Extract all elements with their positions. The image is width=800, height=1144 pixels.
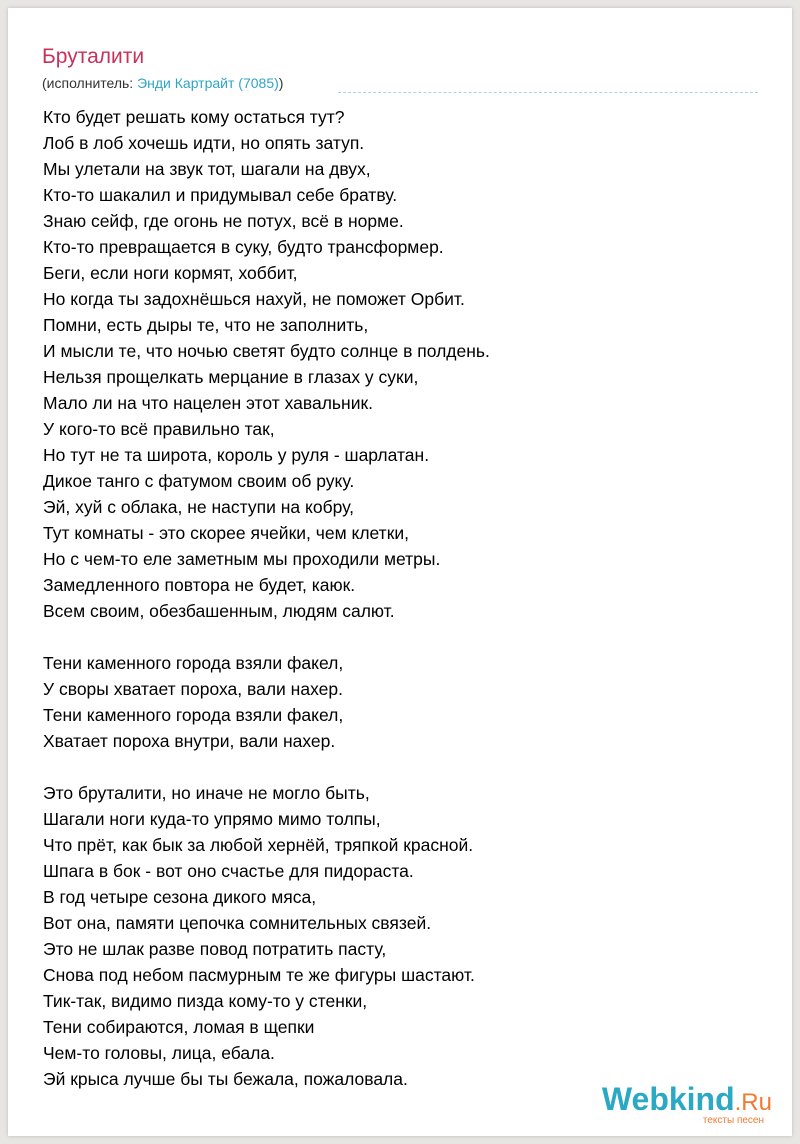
lyrics-stanza: [43, 780, 783, 1092]
logo-name: Webkind: [601, 1081, 735, 1117]
lyric-line: Мы улетали на звук тот, шагали на двух,: [43, 159, 371, 179]
artist-line: [42, 74, 283, 92]
lyric-line: Вот она, памяти цепочка сомнительных связей.: [43, 913, 432, 933]
artist-suffix: ): [278, 75, 284, 91]
lyric-line: Это не шлак разве повод потратить пасту,: [43, 939, 387, 959]
lyric-line: Это бруталити, но иначе не могло быть,: [43, 783, 370, 803]
lyric-line: Тени каменного города взяли факел,: [43, 705, 344, 725]
lyric-line: У кого-то всё правильно так,: [43, 419, 275, 439]
lyric-line: Кто-то шакалил и придумывал себе братву.: [43, 185, 398, 205]
artist-link[interactable]: Энди Картрайт (7085): [137, 75, 279, 91]
lyric-line: Тик-так, видимо пизда кому-то у стенки,: [43, 991, 368, 1011]
divider: [338, 92, 758, 93]
page-sheet: [8, 8, 792, 1136]
logo-tagline: тексты песен: [702, 1115, 764, 1126]
lyric-line: Мало ли на что нацелен этот хавальник.: [43, 393, 373, 413]
lyric-line: Эй крыса лучше бы ты бежала, пожаловала.: [43, 1069, 408, 1089]
lyric-line: Замедленного повтора не будет, каюк.: [43, 575, 356, 595]
lyric-line: Помни, есть дыры те, что не заполнить,: [43, 315, 369, 335]
lyric-line: Шпага в бок - вот оно счастье для пидораста.: [43, 861, 414, 881]
lyric-line: И мысли те, что ночью светят будто солнце в полдень.: [43, 341, 490, 361]
lyric-line: Снова под небом пасмурным те же фигуры шастают.: [43, 965, 475, 985]
lyric-line: Всем своим, обезбашенным, людям салют.: [43, 601, 395, 621]
lyric-line: Лоб в лоб хочешь идти, но опять затуп.: [43, 133, 365, 153]
site-logo[interactable]: [582, 1082, 772, 1126]
lyric-line: Беги, если ноги кормят, хоббит,: [43, 263, 298, 283]
lyrics-stanza: [43, 104, 783, 624]
lyric-line: Что прёт, как бык за любой хернёй, тряпкой красной.: [43, 835, 474, 855]
lyric-line: Кто будет решать кому остаться тут?: [43, 107, 345, 127]
lyric-line: В год четыре сезона дикого мяса,: [43, 887, 317, 907]
lyric-line: Дикое танго с фатумом своим об руку.: [43, 471, 355, 491]
logo-tld: .Ru: [734, 1089, 772, 1116]
lyric-line: Хватает пороха внутри, вали нахер.: [43, 731, 336, 751]
lyric-line: Но с чем-то еле заметным мы проходили метры.: [43, 549, 441, 569]
lyric-line: Но когда ты задохнёшься нахуй, не поможет Орбит.: [43, 289, 465, 309]
lyric-line: Тени собираются, ломая в щепки: [43, 1017, 315, 1037]
lyric-line: У своры хватает пороха, вали нахер.: [43, 679, 343, 699]
lyric-line: Чем-то головы, лица, ебала.: [43, 1043, 275, 1063]
lyric-line: Шагали ноги куда-то упрямо мимо толпы,: [43, 809, 381, 829]
lyric-line: Тени каменного города взяли факел,: [43, 653, 344, 673]
song-title: Бруталити: [42, 45, 145, 68]
lyric-line: Эй, хуй с облака, не наступи на кобру,: [43, 497, 354, 517]
artist-prefix: (исполнитель:: [42, 75, 138, 91]
lyrics-body: [43, 104, 783, 1118]
lyric-line: Кто-то превращается в суку, будто трансформер.: [43, 237, 444, 257]
lyric-line: Нельзя прощелкать мерцание в глазах у суки,: [43, 367, 419, 387]
lyric-line: Тут комнаты - это скорее ячейки, чем клетки,: [43, 523, 409, 543]
lyric-line: Знаю сейф, где огонь не потух, всё в норме.: [43, 211, 404, 231]
lyrics-stanza: [43, 650, 783, 754]
lyric-line: Но тут не та широта, король у руля - шарлатан.: [43, 445, 430, 465]
